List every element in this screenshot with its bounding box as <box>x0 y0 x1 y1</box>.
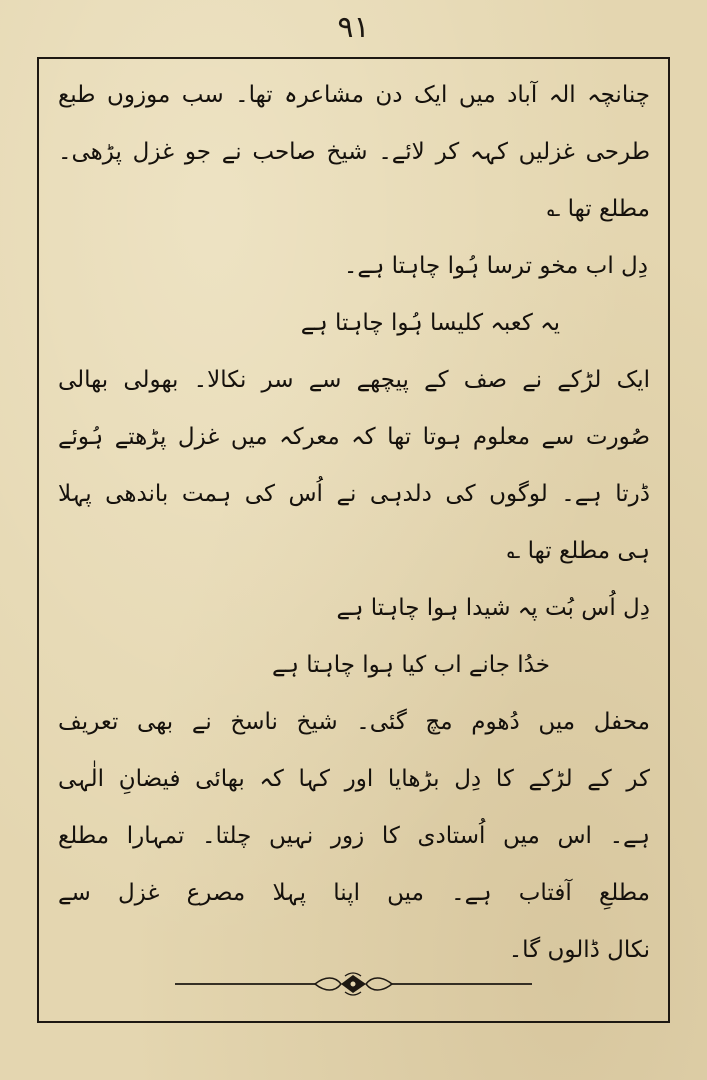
verse-line-4: خدُا جانے اب کیا ہوا چاہتا ہے <box>272 652 550 678</box>
body-text <box>58 68 650 963</box>
text-line-14: ہے۔ اس میں اُستادی کا زور نہیں چلتا۔ تمہارا مطلع <box>58 823 650 849</box>
text-line-2: طرحی غزلیں کہہ کر لائے۔ شیخ صاحب نے جو غزل پڑھی۔ <box>58 139 650 165</box>
verse-line-2: یہ کعبہ کلیسا ہُوا چاہتا ہے <box>300 310 560 336</box>
text-line-15: مطلعِ آفتاب ہے۔ میں اپنا پہلا مصرع غزل سے <box>58 880 650 906</box>
end-ornament <box>175 972 532 996</box>
text-line-9: ہی مطلع تھا ؎ <box>506 538 650 564</box>
text-line-7: صُورت سے معلوم ہوتا تھا کہ معرکہ میں غزل پڑھتے ہُوئے <box>58 424 650 450</box>
verse-line-1: دِل اب مخو ترسا ہُوا چاہتا ہے۔ <box>343 253 648 279</box>
text-line-16: نکال ڈالوں گا۔ <box>508 937 650 963</box>
text-line-3: مطلع تھا ؎ <box>546 196 650 222</box>
text-line-6: ایک لڑکے نے صف کے پیچھے سے سر نکالا۔ بھولی بھالی <box>58 367 650 393</box>
verse-line-3: دِل اُس بُت پہ شیدا ہوا چاہتا ہے <box>336 595 650 621</box>
text-line-8: ڈرتا ہے۔ لوگوں کی دلدہی نے اُس کی ہمت باندھی پہلا <box>58 481 650 507</box>
text-line-1: چنانچہ الہ آباد میں ایک دن مشاعرہ تھا۔ سب موزوں طبع <box>58 82 650 108</box>
page-number: ۹۱ <box>337 10 370 45</box>
text-line-12: محفل میں دُھوم مچ گئی۔ شیخ ناسخ نے بھی تعریف <box>58 709 650 735</box>
text-line-13: کر کے لڑکے کا دِل بڑھایا اور کہا کہ بھائی فیضانِ الٰہی <box>58 766 650 792</box>
